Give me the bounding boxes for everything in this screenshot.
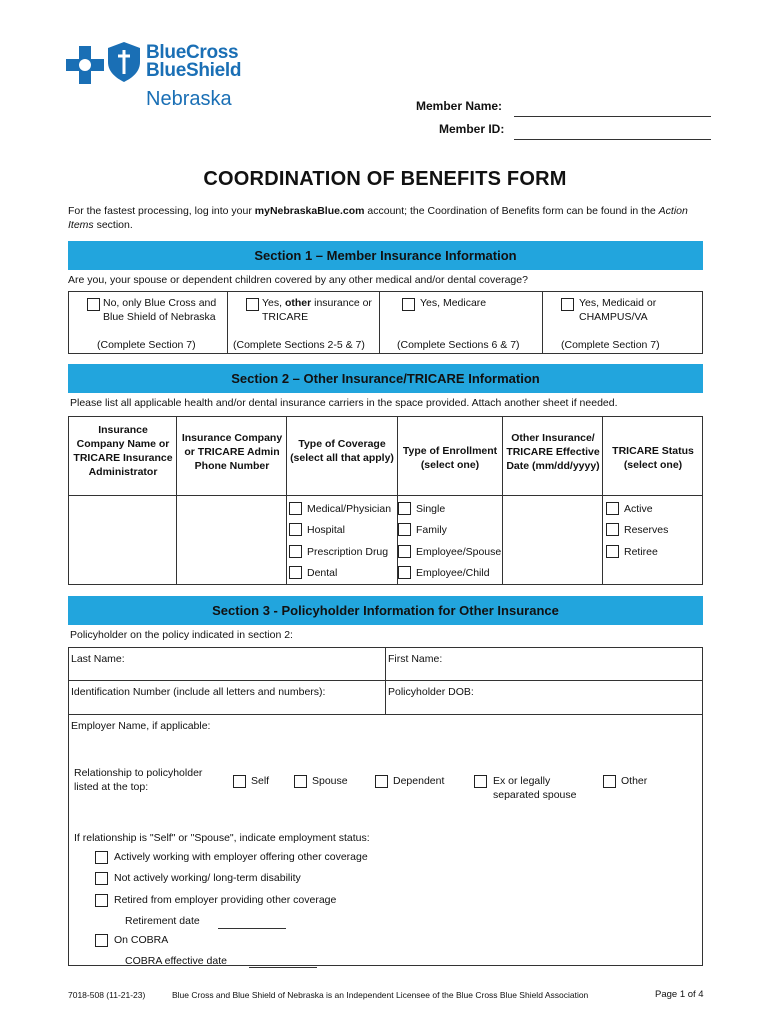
employee-child-checkbox[interactable] — [398, 566, 411, 579]
page-number: Page 1 of 4 — [655, 989, 704, 1000]
cobra-label: On COBRA — [114, 934, 169, 946]
member-name-field[interactable] — [514, 116, 711, 117]
coverage-hospital-label: Hospital — [307, 524, 345, 536]
section3-header: Section 3 - Policyholder Information for Other Insurance — [68, 596, 703, 625]
relationship-other-label: Other — [621, 775, 648, 787]
header-effective-date: Other Insurance/ TRICARE Effective Date (mm/dd/yyyy) — [506, 432, 600, 472]
option-medicaid-label: Yes, Medicaid or CHAMPUS/VA — [579, 297, 657, 323]
other-insurance-checkbox[interactable] — [246, 298, 259, 311]
cobra-date-field[interactable] — [249, 967, 317, 968]
section3-intro: Policyholder on the policy indicated in section 2: — [70, 629, 293, 641]
hospital-checkbox[interactable] — [289, 523, 302, 536]
no-other-coverage-checkbox[interactable] — [87, 298, 100, 311]
intro-text: For the fastest processing, log into your myNebraskaBlue.com account; the Coordination of Benefits form can be found in the Action Items section. — [68, 205, 688, 231]
enrollment-family-label: Family — [416, 524, 447, 536]
coverage-medical-label: Medical/Physician — [307, 503, 392, 515]
header-phone: Insurance Company or TRICARE Admin Phone Number — [181, 432, 283, 472]
dob-label[interactable]: Policyholder DOB: — [388, 686, 474, 698]
header-coverage-type: Type of Coverage (select all that apply) — [290, 438, 394, 464]
option-medicaid-note: (Complete Section 7) — [561, 339, 660, 351]
page-title: COORDINATION OF BENEFITS FORM — [203, 168, 567, 190]
section1-question: Are you, your spouse or dependent children covered by any other medical and/or dental coverage? — [68, 274, 528, 286]
section2-header: Section 2 – Other Insurance/TRICARE Information — [68, 364, 703, 393]
employment-disability-label: Not actively working/ long-term disability — [114, 872, 301, 884]
logo-line2: BlueShield — [146, 60, 242, 81]
policyholder-box — [68, 647, 703, 966]
actively-working-checkbox[interactable] — [95, 851, 108, 864]
cobra-checkbox[interactable] — [95, 934, 108, 947]
active-checkbox[interactable] — [606, 502, 619, 515]
enrollment-spouse-label: Employee/Spouse — [416, 546, 502, 558]
family-checkbox[interactable] — [398, 523, 411, 536]
form-id: 7018-508 (11-21-23) — [68, 990, 146, 1000]
section2-instructions: Please list all applicable health and/or dental insurance carriers in the space provided. Attach another sheet if needed. — [70, 397, 618, 409]
option-no-other-note: (Complete Section 7) — [97, 339, 196, 351]
option-no-other-label: No, only Blue Cross and Blue Shield of Nebraska — [103, 297, 217, 323]
self-checkbox[interactable] — [233, 775, 246, 788]
blue-shield-icon — [108, 42, 140, 82]
retirement-date-field[interactable] — [218, 928, 286, 929]
cobra-date-label: COBRA effective date — [125, 955, 227, 967]
retired-checkbox[interactable] — [95, 894, 108, 907]
relationship-self-label: Self — [251, 775, 270, 787]
dental-checkbox[interactable] — [289, 566, 302, 579]
id-number-label[interactable]: Identification Number (include all letters and numbers): — [71, 686, 326, 698]
retiree-checkbox[interactable] — [606, 545, 619, 558]
enrollment-child-label: Employee/Child — [416, 567, 490, 579]
ex-spouse-checkbox[interactable] — [474, 775, 487, 788]
relationship-ex-label: Ex or legally separated spouse — [493, 775, 577, 801]
enrollment-single-label: Single — [416, 503, 446, 515]
other-checkbox[interactable] — [603, 775, 616, 788]
license-text: Blue Cross and Blue Shield of Nebraska is an Independent Licensee of the Blue Cross Blue Shield Association — [172, 990, 589, 1000]
option-other-label: Yes, other insurance or TRICARE — [262, 297, 372, 323]
section1-options — [68, 291, 703, 354]
coverage-prescription-label: Prescription Drug — [307, 546, 389, 558]
header-enrollment-type: Type of Enrollment (select one) — [402, 445, 498, 471]
relationship-spouse-label: Spouse — [312, 775, 348, 787]
dependent-checkbox[interactable] — [375, 775, 388, 788]
member-id-field[interactable] — [514, 139, 711, 140]
reserves-checkbox[interactable] — [606, 523, 619, 536]
section1-header: Section 1 – Member Insurance Information — [68, 241, 703, 270]
logo-line3: Nebraska — [146, 88, 232, 110]
option-medicare-label: Yes, Medicare — [420, 297, 487, 309]
disability-checkbox[interactable] — [95, 872, 108, 885]
header-company-name: Insurance Company Name or TRICARE Insurance Administrator — [73, 424, 173, 478]
coverage-dental-label: Dental — [307, 567, 338, 579]
prescription-checkbox[interactable] — [289, 545, 302, 558]
medicaid-checkbox[interactable] — [561, 298, 574, 311]
medical-checkbox[interactable] — [289, 502, 302, 515]
medicare-checkbox[interactable] — [402, 298, 415, 311]
member-name-label: Member Name: — [416, 99, 503, 113]
employee-spouse-checkbox[interactable] — [398, 545, 411, 558]
last-name-label[interactable]: Last Name: — [71, 653, 125, 665]
relationship-label: Relationship to policyholder listed at the top: — [74, 767, 203, 793]
option-other-note: (Complete Sections 2-5 & 7) — [233, 339, 365, 351]
employment-retired-label: Retired from employer providing other coverage — [114, 894, 337, 906]
logo-line1: BlueCross — [146, 42, 239, 63]
option-medicare-note: (Complete Sections 6 & 7) — [397, 339, 520, 351]
header-tricare-status: TRICARE Status (select one) — [612, 445, 694, 471]
employment-prompt: If relationship is "Self" or "Spouse", indicate employment status: — [74, 832, 370, 844]
retirement-date-label: Retirement date — [125, 915, 200, 927]
status-reserves-label: Reserves — [624, 524, 669, 536]
first-name-label[interactable]: First Name: — [388, 653, 443, 665]
member-id-label: Member ID: — [439, 122, 505, 136]
other-insurance-table — [68, 416, 703, 585]
status-retiree-label: Retiree — [624, 546, 658, 558]
relationship-dependent-label: Dependent — [393, 775, 445, 787]
logo — [66, 40, 266, 110]
employer-label[interactable]: Employer Name, if applicable: — [71, 720, 211, 732]
single-checkbox[interactable] — [398, 502, 411, 515]
blue-cross-icon — [66, 46, 104, 84]
employment-active-label: Actively working with employer offering other coverage — [114, 851, 368, 863]
spouse-checkbox[interactable] — [294, 775, 307, 788]
status-active-label: Active — [624, 503, 653, 515]
